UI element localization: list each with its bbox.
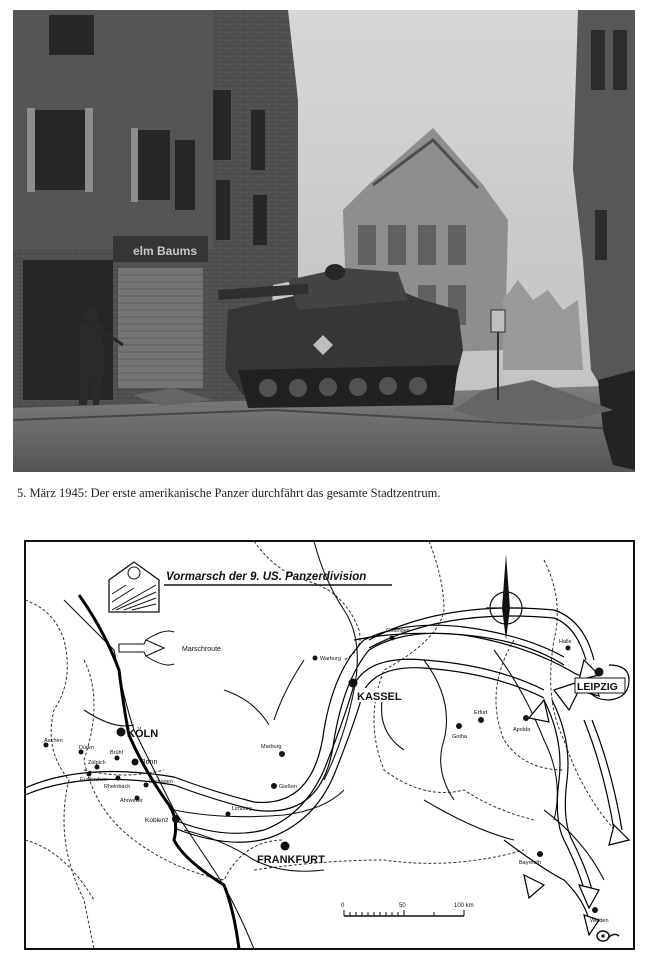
cartographer-mark-icon xyxy=(594,924,622,946)
city-bonn: Bonn xyxy=(141,759,158,766)
map-title: Vormarsch der 9. US. Panzerdivision xyxy=(166,571,367,583)
street-scene-illustration xyxy=(13,10,635,472)
city-erfurt: Erfurt xyxy=(474,710,488,716)
city-aachen: Aachen xyxy=(44,738,63,744)
city-marburg: Marburg xyxy=(261,744,282,750)
city-dueren: Düren xyxy=(79,745,94,751)
scale-zero: 0 xyxy=(341,903,345,909)
city-ahrweiler: Ahrweiler xyxy=(120,798,143,804)
legend-label: Marschroute xyxy=(182,646,221,653)
city-remagen: Remagen xyxy=(149,779,173,785)
city-kassel: KASSEL xyxy=(357,691,402,703)
city-koeln: KÖLN xyxy=(127,728,159,740)
campaign-map xyxy=(24,540,635,950)
city-goettingen: Göttingen xyxy=(386,628,410,634)
city-bruehl: Brühl xyxy=(110,750,123,756)
scale-end: 100 km xyxy=(454,903,474,909)
city-rheinbach: Rheinbach xyxy=(104,784,131,790)
city-giessen: Gießen xyxy=(279,784,298,790)
city-bayreuth: Bayreuth xyxy=(519,860,542,866)
city-leipzig: LEIPZIG xyxy=(577,681,618,693)
city-frankfurt: FRANKFURT xyxy=(257,854,325,866)
scale-mid: 50 xyxy=(399,903,406,909)
city-euskirchen: Euskirchen xyxy=(80,777,108,783)
city-apolda: Apolda xyxy=(513,727,531,733)
historical-photograph xyxy=(13,10,635,472)
shop-sign: elm Baums xyxy=(133,244,198,258)
city-koblenz: Koblenz xyxy=(145,817,169,824)
city-gotha: Gotha xyxy=(452,734,467,740)
city-halle: Halle xyxy=(559,639,572,645)
city-weiden: Weiden xyxy=(590,918,609,924)
city-zuelpich: Zülpich xyxy=(88,760,106,766)
city-limburg: Limburg xyxy=(232,806,252,812)
photo-caption: 5. März 1945: Der erste amerikanische Panzer durchfährt das gesamte Stadtzentrum. xyxy=(17,486,441,500)
city-warburg: Warburg xyxy=(320,656,341,662)
